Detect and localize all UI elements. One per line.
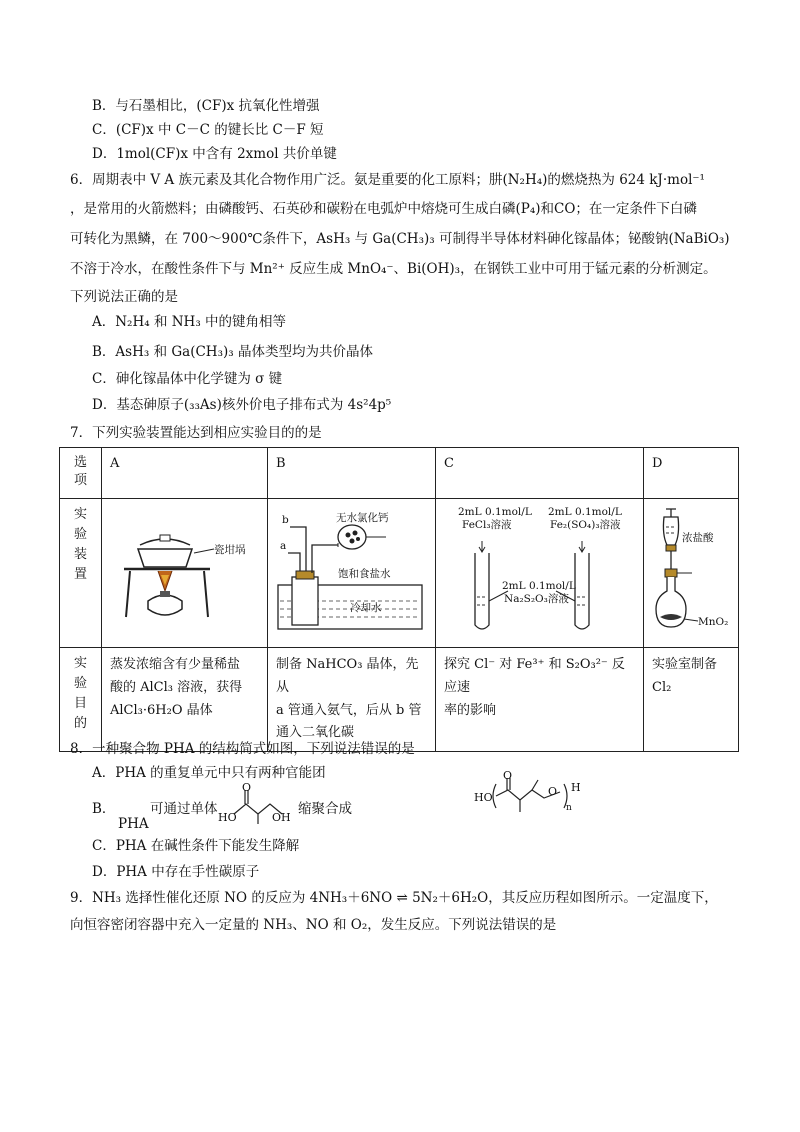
cacl2-label: 无水氯化钙 — [336, 512, 389, 524]
table-header-row — [60, 448, 739, 499]
apparatus-c — [436, 499, 644, 648]
header-c: C — [436, 448, 644, 499]
q9-stem-line2: 向恒容密闭容器中充入一定量的 NH₃、NO 和 O₂，发生反应。下列说法错误的是 — [70, 917, 557, 933]
q5-option-b: B．与石墨相比，(CF)x 抗氧化性增强 — [92, 98, 320, 114]
tube-a-label: a — [280, 540, 287, 552]
q6-stem-line2: ，是常用的火箭燃料；由磷酸钙、石英砂和碳粉在电弧炉中熔烧可生成白磷(P₄)和CO；在一定条件下白磷 — [70, 201, 697, 217]
row-label-apparatus: 实 验 装 置 — [60, 499, 102, 648]
q6-option-b: B．AsH₃ 和 Ga(CH₃)₃ 晶体类型均为共价晶体 — [92, 344, 373, 360]
q8-option-b-prefix: B． — [92, 801, 116, 817]
purpose-row — [60, 648, 739, 752]
apparatus-b — [268, 499, 436, 648]
hcl-label: 浓盐酸 — [682, 532, 714, 544]
monomer-ho: HO — [218, 811, 237, 824]
pha-o-ester: O — [548, 785, 558, 798]
pha-o-carbonyl: O — [503, 769, 513, 782]
q6-option-a: A．N₂H₄ 和 NH₃ 中的键角相等 — [92, 314, 287, 330]
q6-stem-line3: 可转化为黑鳞，在 700～900℃条件下，AsH₃ 与 Ga(CH₃)₃ 可制得半导体材料砷化镓晶体；铋酸钠(NaBiO₃) — [70, 231, 730, 247]
q8-option-c: C．PHA 在碱性条件下能发生降解 — [92, 838, 300, 854]
q6-stem-line4: 不溶于冷水，在酸性条件下与 Mn²⁺ 反应生成 MnO₄⁻、Bi(OH)₃，在钢铁工业中可用于锰元素的分析测定。 — [70, 261, 717, 277]
cooling-water-label: 冷却水 — [350, 602, 382, 614]
q5-option-c: C．(CF)x 中 C－C 的键长比 C－F 短 — [92, 122, 324, 138]
purpose-b: 制备 NaHCO₃ 晶体，先从 a 管通入氨气，后从 b 管 通入二氧化碳 — [268, 648, 436, 752]
monomer-oh: OH — [272, 811, 291, 824]
header-a: A — [102, 448, 268, 499]
q8-option-b-pha: PHA — [118, 816, 149, 832]
q9-stem-line1: 9．NH₃ 选择性催化还原 NO 的反应为 4NH₃＋6NO ⇌ 5N₂＋6H₂O，其反应历程如图所示。一定温度下， — [70, 890, 718, 906]
q8-option-a: A．PHA 的重复单元中只有两种官能团 — [92, 765, 326, 781]
q8-option-d: D．PHA 中存在手性碳原子 — [92, 864, 260, 880]
row-label-purpose: 实 验 目 的 — [60, 648, 102, 752]
header-option: 选项 — [60, 448, 102, 499]
purpose-d: 实验室制备 Cl₂ — [644, 648, 739, 752]
header-b: B — [268, 448, 436, 499]
experiment-table — [59, 447, 739, 752]
apparatus-d — [644, 499, 739, 648]
na2s2o3-conc-label: 2mL 0.1mol/L — [502, 580, 576, 592]
q8-stem: 8．一种聚合物 PHA 的结构简式如图，下列说法错误的是 — [70, 741, 415, 757]
fe2so43-conc-label: 2mL 0.1mol/L — [548, 506, 622, 518]
q8-option-b-mid: 可通过单体 — [150, 801, 218, 817]
crucible-label: 瓷坩埚 — [214, 544, 246, 556]
na2s2o3-label: Na₂S₂O₃溶液 — [504, 593, 569, 605]
q6-stem-line5: 下列说法正确的是 — [70, 289, 178, 305]
monomer-o: O — [242, 781, 252, 794]
pha-h: H — [571, 781, 581, 794]
q5-option-d: D．1mol(CF)x 中含有 2xmol 共价单键 — [92, 146, 337, 162]
purpose-c: 探究 Cl⁻ 对 Fe³⁺ 和 S₂O₃²⁻ 反应速 率的影响 — [436, 648, 644, 752]
pha-n: n — [566, 803, 572, 813]
q6-option-c: C．砷化镓晶体中化学键为 σ 键 — [92, 371, 283, 387]
fecl3-label: FeCl₃溶液 — [462, 519, 512, 531]
apparatus-row — [60, 499, 739, 648]
pha-ho: HO — [474, 791, 493, 804]
q6-option-d: D．基态砷原子(₃₃As)核外价电子排布式为 4s²4p⁵ — [92, 397, 392, 413]
fe2so43-label: Fe₂(SO₄)₃溶液 — [550, 519, 621, 531]
q6-stem-line1: 6．周期表中 V A 族元素及其化合物作用广泛。氨是重要的化工原料；肼(N₂H₄)的燃烧热为 624 kJ·mol⁻¹ — [70, 172, 705, 188]
apparatus-a — [102, 499, 268, 648]
brine-label: 饱和食盐水 — [338, 568, 391, 580]
mno2-label: MnO₂ — [698, 616, 729, 628]
q7-stem: 7．下列实验装置能达到相应实验目的的是 — [70, 425, 322, 441]
header-d: D — [644, 448, 739, 499]
tube-b-label: b — [282, 514, 289, 526]
evaporation-crucible-diagram — [110, 505, 260, 635]
purpose-a: 蒸发浓缩含有少量稀盐 酸的 AlCl₃ 溶液，获得 AlCl₃·6H₂O 晶体 — [102, 648, 268, 752]
fecl3-conc-label: 2mL 0.1mol/L — [458, 506, 532, 518]
q8-option-b-post: 缩聚合成 — [298, 801, 352, 817]
